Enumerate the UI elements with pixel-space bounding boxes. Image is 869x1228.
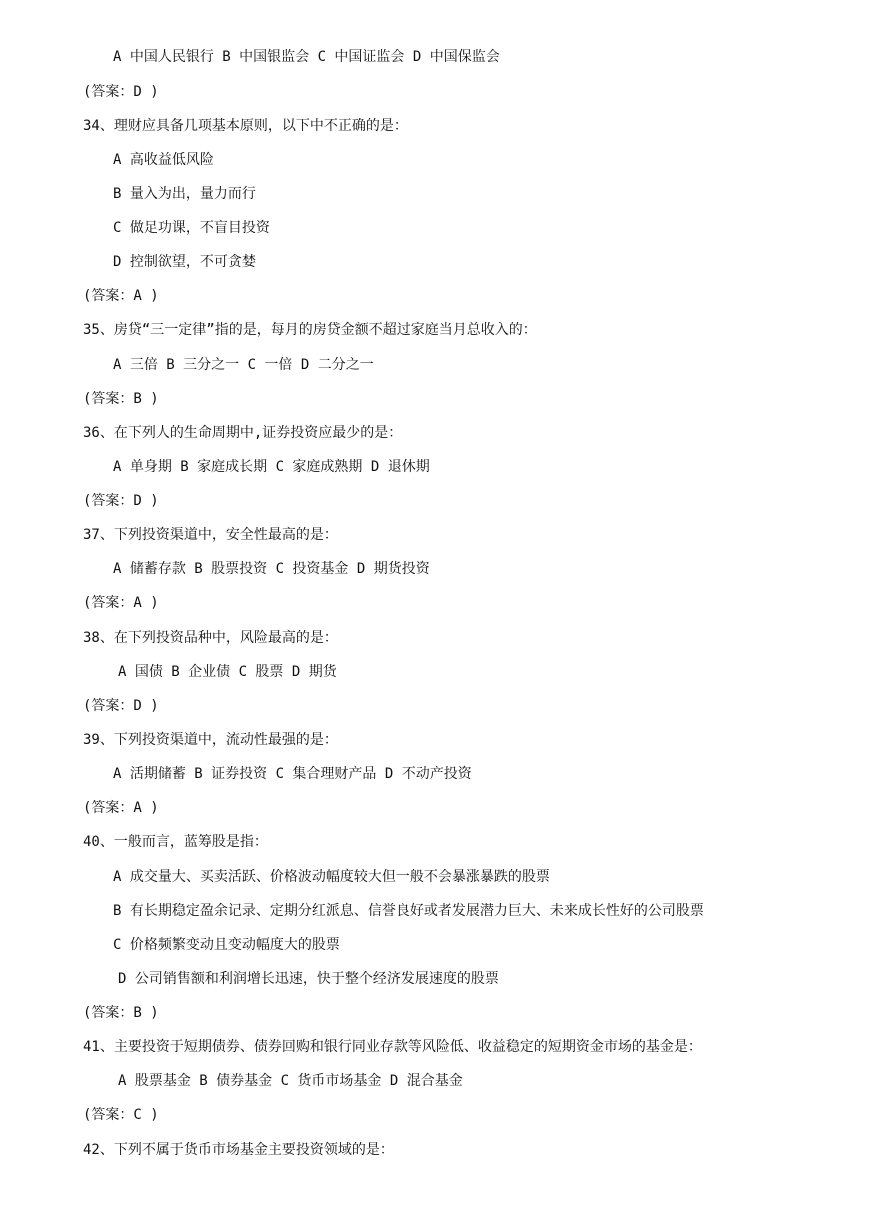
question-41: 41、主要投资于短期债券、债券回购和银行同业存款等风险低、收益稳定的短期资金市场的基金是： [83, 1039, 702, 1055]
question-40: 40、一般而言，蓝筹股是指： [83, 834, 268, 850]
option-line: A 三倍 B 三分之一 C 一倍 D 二分之一 [113, 357, 374, 373]
option-line: C 做足功课，不盲目投资 [113, 220, 270, 236]
answer-line: (答案：D ) [83, 493, 159, 509]
answer-line: (答案：B ) [83, 391, 159, 407]
option-line: A 股票基金 B 债券基金 C 货币市场基金 D 混合基金 [118, 1073, 463, 1089]
option-line: A 国债 B 企业债 C 股票 D 期货 [118, 664, 337, 680]
question-36: 36、在下列人的生命周期中,证券投资应最少的是： [83, 425, 403, 441]
option-line: C 价格频繁变动且变动幅度大的股票 [113, 937, 340, 953]
option-line: A 储蓄存款 B 股票投资 C 投资基金 D 期货投资 [113, 561, 430, 577]
option-line: B 量入为出，量力而行 [113, 186, 256, 202]
option-line: D 控制欲望，不可贪婪 [113, 254, 256, 270]
option-line: A 中国人民银行 B 中国银监会 C 中国证监会 D 中国保监会 [113, 49, 500, 65]
answer-line: (答案：D ) [83, 698, 159, 714]
option-line: A 成交量大、买卖活跃、价格波动幅度较大但一般不会暴涨暴跌的股票 [113, 869, 550, 885]
answer-line: (答案：A ) [83, 800, 159, 816]
option-line: D 公司销售额和利润增长迅速，快于整个经济发展速度的股票 [118, 971, 499, 987]
option-line: B 有长期稳定盈余记录、定期分红派息、信誉良好或者发展潜力巨大、未来成长性好的公司股票 [113, 903, 704, 919]
question-35: 35、房贷“三一定律”指的是，每月的房贷金额不超过家庭当月总收入的： [83, 322, 537, 338]
option-line: A 活期储蓄 B 证券投资 C 集合理财产品 D 不动产投资 [113, 766, 472, 782]
answer-line: (答案：B ) [83, 1005, 159, 1021]
question-34: 34、理财应具备几项基本原则，以下中不正确的是： [83, 118, 408, 134]
answer-line: (答案：C ) [83, 1107, 159, 1123]
answer-line: (答案：A ) [83, 595, 159, 611]
question-42: 42、下列不属于货币市场基金主要投资领域的是： [83, 1142, 394, 1158]
answer-line: (答案：D ) [83, 84, 159, 100]
question-37: 37、下列投资渠道中，安全性最高的是： [83, 527, 338, 543]
answer-line: (答案：A ) [83, 288, 159, 304]
question-38: 38、在下列投资品种中，风险最高的是： [83, 630, 338, 646]
question-39: 39、下列投资渠道中，流动性最强的是： [83, 732, 338, 748]
option-line: A 单身期 B 家庭成长期 C 家庭成熟期 D 退休期 [113, 459, 430, 475]
option-line: A 高收益低风险 [113, 152, 214, 168]
